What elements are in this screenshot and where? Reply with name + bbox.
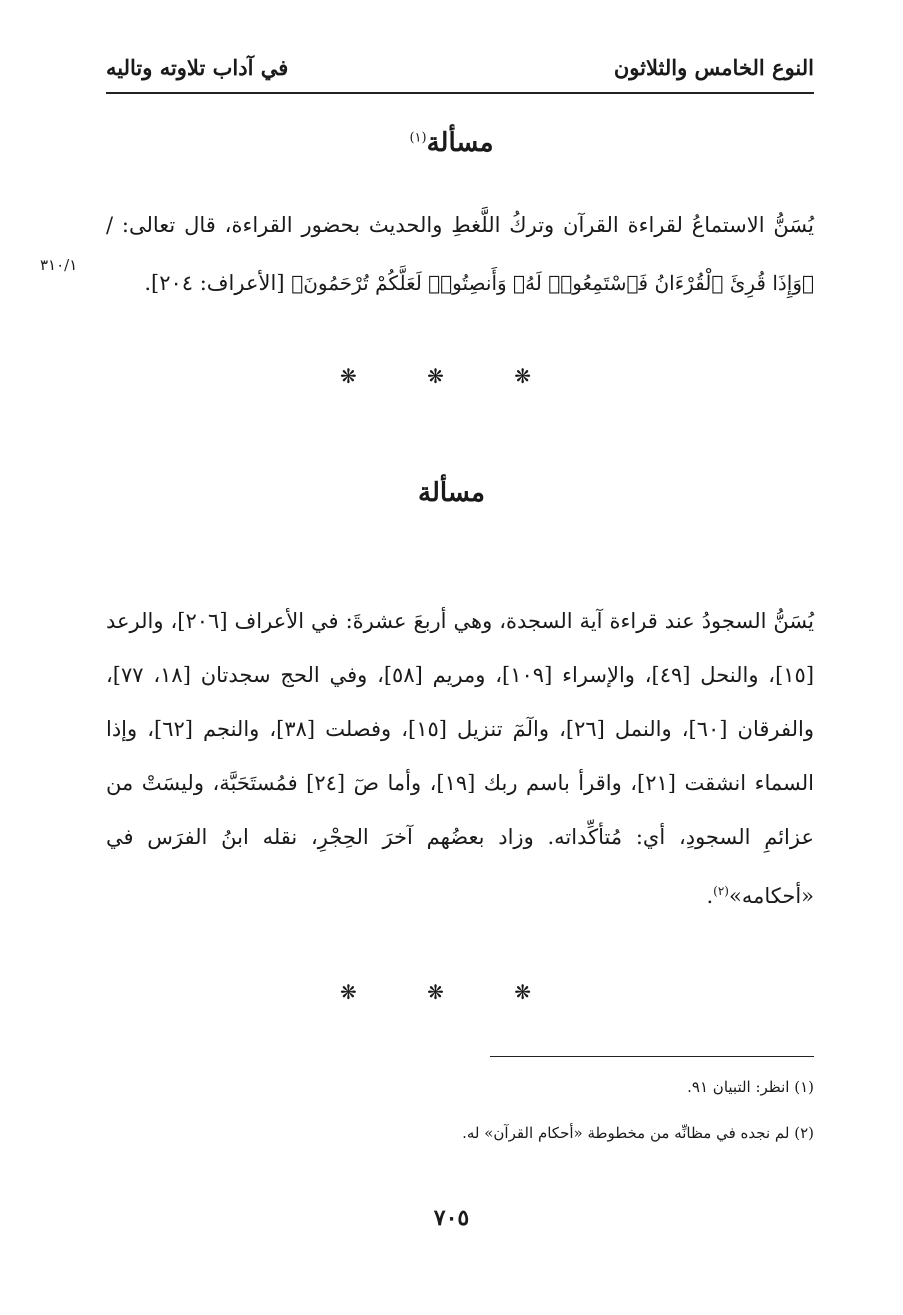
page-number: ٧٠٥ bbox=[433, 1205, 470, 1231]
issue-title: مسألة bbox=[426, 128, 494, 158]
footnote-marker: (١) bbox=[409, 130, 427, 146]
footnote-1: (١) انظر: التبيان ٩١. bbox=[687, 1078, 814, 1096]
paragraph-end: . bbox=[706, 884, 714, 908]
section-separator: ❋ ❋ ❋ bbox=[340, 364, 563, 388]
footnote-rule bbox=[490, 1056, 814, 1057]
issue-heading-1 bbox=[0, 128, 903, 158]
section-title: في آداب تلاوته وتاليه bbox=[106, 55, 289, 80]
issue-heading-2 bbox=[0, 478, 903, 508]
verse-reference: [الأعراف: ٢٠٤]. bbox=[144, 271, 292, 295]
paragraph-prostration bbox=[106, 594, 814, 923]
paragraph-text: يُسَنُّ الاستماعُ لقراءة القرآن وتركُ اللَّغطِ والحديث بحضور القراءة، قال تعالى: / bbox=[106, 213, 814, 237]
running-header bbox=[106, 52, 814, 94]
paragraph-text: يُسَنُّ السجودُ عند قراءة آية السجدة، وهي أربعَ عشرةَ: في الأعراف [٢٠٦]، والرعد [١٥]، والنحل [٤٩]، والإسراء [١٠٩]، ومريم [٥٨]، وفي الحج سجدتان [١٨، ٧٧]، والفرقان [٦٠]، والنمل [٢٦]، والٓمٓ تنزيل [١٥]، وفصلت [٣٨]، والنجم [٦٢]، وإذا السماء انشقت [٢١]، واقرأ باسم ربك [١٩]، وأما صٓ [٢٤] فمُستَحَبَّة، وليسَتْ من عزائمِ السجودِ، أي: مُتأكِّداته. وزاد بعضُهم آخرَ الحِجْرِ، نقله ابنُ الفرَس في «أحكامه» bbox=[106, 609, 815, 908]
paragraph-listening bbox=[106, 196, 814, 312]
margin-page-reference: ٣١٠/١ bbox=[40, 256, 78, 274]
chapter-title: النوع الخامس والثلاثون bbox=[613, 55, 814, 80]
footnote-marker: (٢) bbox=[713, 884, 729, 898]
quran-verse: ﴿وَإِذَا قُرِئَ ٱلْقُرْءَانُ فَٱسْتَمِعُوا۟ لَهُۥ وَأَنصِتُوا۟ لَعَلَّكُمْ تُرْحَمُونَ﴾ bbox=[291, 271, 814, 295]
issue-title: مسألة bbox=[418, 478, 485, 508]
section-separator: ❋ ❋ ❋ bbox=[340, 980, 563, 1004]
footnote-2: (٢) لم نجده في مظانِّه من مخطوطة «أحكام القرآن» له. bbox=[462, 1124, 814, 1142]
